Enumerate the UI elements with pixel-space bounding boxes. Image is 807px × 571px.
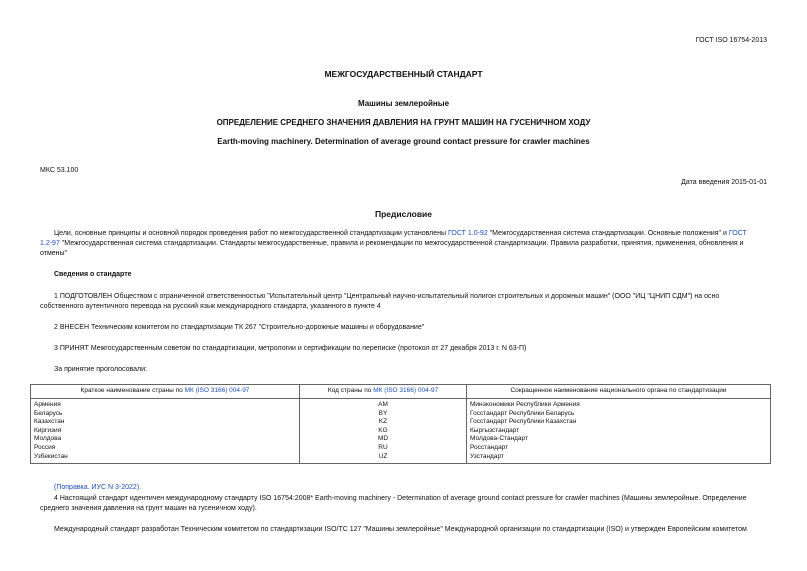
country-name: Молдова <box>31 435 300 444</box>
country-code: KG <box>300 427 467 436</box>
country-name: Узбекистан <box>31 453 300 464</box>
mk-iso-3166-link[interactable]: МК (ISO 3166) 004-97 <box>373 387 439 395</box>
country-code: RU <box>300 444 467 453</box>
country-name: Армения <box>31 399 300 410</box>
country-name: Россия <box>31 444 300 453</box>
country-code: BY <box>300 410 467 419</box>
countries-table <box>30 384 771 464</box>
standard-info-heading: Сведения о стандарте <box>54 271 132 278</box>
table-row <box>31 410 771 419</box>
table-row <box>31 427 771 436</box>
table-header-row <box>31 385 771 399</box>
country-name: Беларусь <box>31 410 300 419</box>
standards-body: Росстандарт <box>467 444 771 453</box>
country-name: Киргизия <box>31 427 300 436</box>
introduction-date: Дата введения 2015-01-01 <box>681 179 767 186</box>
standards-body: Госстандарт Республики Беларусь <box>467 410 771 419</box>
foreword-paragraph: Цели, основные принципы и основной порядок проведения работ по межгосударственной стандартизации установлены ГОСТ 1.0-92 "Межгосударственная система стандартизации. Основные положения" и ГОСТ 1.2-97 "Межгосударственная система стандартизации. Стандарты межгосударственные, правила и рекомендации по межгосударственной стандартизации. Правила разработки, принятия, применения, обновления и отмены" <box>40 230 747 257</box>
table-row <box>31 418 771 427</box>
country-name: Казахстан <box>31 418 300 427</box>
item-2-paragraph: 2 ВНЕСЕН Техническим комитетом по стандартизации ТК 267 "Строительно-дорожные машины и оборудование" <box>54 324 425 331</box>
gost-1-0-92-link[interactable]: ГОСТ 1.0-92 <box>447 230 488 237</box>
country-code: KZ <box>300 418 467 427</box>
item-3-paragraph: 3 ПРИНЯТ Межгосударственным советом по стандартизации, метрологии и сертификации по переписке (протокол от 27 декабря 2013 г. N 63-П) <box>54 345 527 352</box>
standards-body: Молдова-Стандарт <box>467 435 771 444</box>
amendment-link[interactable]: (Поправка. ИУС N 3-2022). <box>54 484 142 491</box>
mk-iso-3166-link[interactable]: МК (ISO 3166) 004-97 <box>184 387 250 395</box>
gost-1-2-97-link-cont[interactable]: 1.2-97 <box>40 240 60 247</box>
country-code: UZ <box>300 453 467 464</box>
standards-body: Кыргызстандарт <box>467 427 771 436</box>
header-standards-body: Сокращенное наименование национального органа по стандартизации <box>467 385 771 399</box>
voted-label: За принятие проголосовали: <box>54 366 147 373</box>
standards-body: Госстандарт Республики Казахстан <box>467 418 771 427</box>
standards-body: Минэкономики Республики Армения <box>467 399 771 410</box>
document-code: ГОСТ ISO 16754-2013 <box>695 37 767 44</box>
country-code: MD <box>300 435 467 444</box>
header-country-name: Краткое наименование страны по МК (ISO 3166) 004-97 <box>31 385 300 399</box>
title-russian: ОПРЕДЕЛЕНИЕ СРЕДНЕГО ЗНАЧЕНИЯ ДАВЛЕНИЯ НА ГРУНТ МАШИН НА ГУСЕНИЧНОМ ХОДУ <box>216 118 591 127</box>
mks-code: МКС 53.100 <box>40 167 79 174</box>
foreword-heading: Предисловие <box>374 209 433 219</box>
table-row <box>31 435 771 444</box>
table-row <box>31 399 771 410</box>
standards-body: Узстандарт <box>467 453 771 464</box>
country-code: AM <box>300 399 467 410</box>
table-row <box>31 453 771 464</box>
international-standard-note: Международный стандарт разработан Техническим комитетом по стандартизации ISO/TC 127 "Машины землеройные" Международной организации по стандартизации (ISO) и утвержден Европейским комитетом <box>54 526 747 533</box>
gost-1-2-97-link[interactable]: ГОСТ <box>728 230 747 237</box>
header-country-code: Код страны по МК (ISO 3166) 004-97 <box>300 385 467 399</box>
item-1-paragraph: 1 ПОДГОТОВЛЕН Обществом с ограниченной ответственностью "Испытательный центр "Центральный научно-испытательный полигон строительных и дорожных машин" (ООО "ИЦ "ЦНИП СДМ") на осно собственного аутентичного перевода на русский язык международного стандарта, указанного в пункте 4 <box>40 293 720 310</box>
table-row <box>31 444 771 453</box>
item-4-paragraph: 4 Настоящий стандарт идентичен международному стандарту ISO 16754:2008* Earth-moving machinery - Determination of average ground contact pressure for crawler machines (Машины землеройные. Определение среднего значения давления на грунт машин на гусеничном ходу). <box>40 495 747 512</box>
subject-heading: Машины землеройные <box>357 99 450 108</box>
standard-type-heading: МЕЖГОСУДАРСТВЕННЫЙ СТАНДАРТ <box>324 69 483 79</box>
title-english: Earth-moving machinery. Determination of average ground contact pressure for crawler machines <box>217 137 590 146</box>
